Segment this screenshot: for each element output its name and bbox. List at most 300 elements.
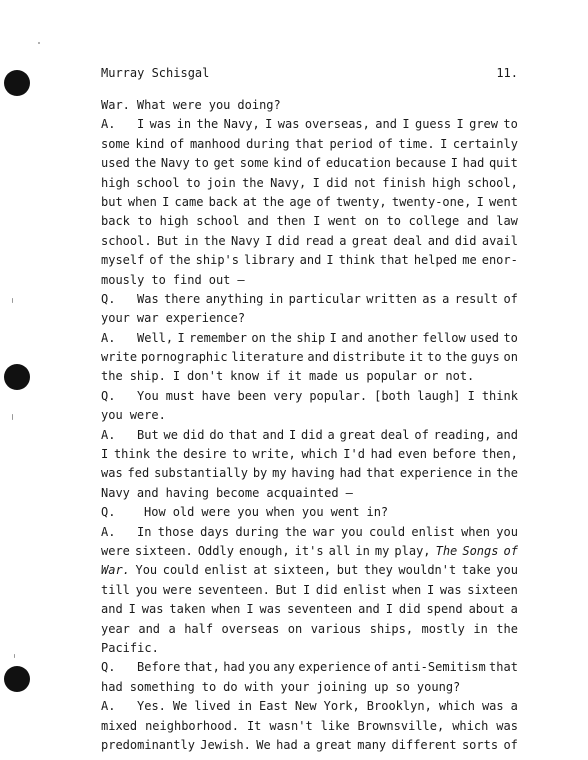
word: kind [135, 136, 165, 151]
speaker-tag: Q. [101, 660, 116, 675]
word: the [168, 253, 191, 268]
word: in [355, 543, 370, 558]
word: had [276, 737, 298, 752]
word: Before [137, 660, 181, 675]
word: experience? [165, 311, 246, 326]
word: on [503, 350, 518, 365]
word: read [304, 233, 334, 248]
word: not [354, 175, 376, 190]
transcript-line [101, 193, 518, 212]
word: and [299, 253, 322, 268]
word: New [294, 699, 317, 714]
word: another [367, 330, 418, 345]
word: and [466, 214, 489, 229]
word: helped [413, 253, 458, 268]
word: on [287, 621, 303, 636]
word: some [101, 136, 130, 151]
word: to [232, 447, 247, 462]
word: I [456, 117, 464, 132]
word: myself [101, 253, 145, 268]
word: But [137, 427, 159, 442]
word: law [496, 214, 518, 229]
word: desire [183, 447, 227, 462]
word: I [476, 194, 484, 209]
word: days [200, 524, 230, 539]
word: Yes. [137, 699, 166, 714]
word: popular [366, 369, 417, 384]
word: wouldn't [398, 563, 457, 578]
word: that [228, 427, 258, 442]
word: back [208, 194, 238, 209]
word: anti-Semitism [391, 660, 486, 675]
word: ships, [369, 621, 414, 636]
word: avail [481, 233, 518, 248]
transcript-line [101, 212, 518, 231]
speaker-tag: A. [101, 427, 116, 442]
punch-hole [4, 666, 30, 692]
word: had [101, 679, 123, 694]
word: In [137, 524, 152, 539]
word: to [386, 214, 402, 229]
word: I [177, 330, 185, 345]
word: were. [129, 408, 166, 423]
word: Navy [160, 156, 190, 171]
word: that [366, 466, 396, 481]
word: kind [273, 156, 303, 171]
word: that [489, 660, 518, 675]
word: Navy [101, 485, 130, 500]
word: on [364, 214, 379, 229]
word: my [272, 466, 287, 481]
word: old [172, 505, 195, 520]
word: I [326, 253, 334, 268]
word: my [374, 543, 390, 558]
word: then, [481, 447, 518, 462]
word: of [414, 427, 429, 442]
word: certainly [452, 136, 518, 151]
word: your [280, 679, 310, 694]
word: it [408, 350, 424, 365]
word: write [101, 350, 138, 365]
word: various [310, 621, 362, 636]
word: back [101, 214, 130, 229]
word: all [328, 543, 351, 558]
word: on [251, 330, 266, 345]
word: during [235, 524, 279, 539]
line-text [137, 387, 518, 406]
word: a [168, 621, 176, 636]
word: the [270, 330, 292, 345]
word: education [325, 156, 391, 171]
transcript-line [101, 96, 518, 115]
word: the [155, 447, 178, 462]
page-number: 11. [496, 66, 518, 80]
word: was [149, 117, 172, 132]
transcript-line [101, 290, 518, 309]
word: you [496, 563, 518, 578]
word: been [237, 388, 267, 403]
word: when [392, 582, 422, 597]
word: of [169, 136, 185, 151]
word: Brownsville, [357, 718, 445, 733]
word: did [326, 175, 348, 190]
punch-hole [4, 70, 30, 96]
word: which [438, 699, 475, 714]
word: particular [288, 291, 361, 306]
word: you [208, 98, 231, 112]
transcript-line [101, 717, 518, 736]
word: I [467, 388, 475, 403]
word: How [144, 505, 166, 520]
word: had [462, 156, 485, 171]
word: I [137, 117, 145, 132]
word: time. [398, 136, 435, 151]
speaker-tag: A. [101, 330, 116, 345]
word: that [295, 136, 324, 151]
transcript-line [101, 542, 518, 561]
word: to [137, 214, 152, 229]
word: I [265, 233, 273, 248]
word: to [427, 350, 442, 365]
word: when [127, 194, 157, 209]
word: did [301, 427, 323, 442]
word: and [496, 427, 518, 442]
word: the [242, 175, 264, 190]
transcript-line [101, 561, 518, 580]
word: seventeen [287, 602, 353, 617]
word: [both [374, 388, 411, 403]
word: in [237, 699, 252, 714]
word: but [336, 563, 359, 578]
word: had [223, 660, 245, 675]
word: before [432, 447, 477, 462]
word: sorts [461, 737, 499, 752]
word: they [363, 563, 393, 578]
word: think [481, 388, 518, 403]
word: those [157, 524, 194, 539]
word: and [136, 485, 159, 500]
word: War. [101, 563, 130, 578]
word: I [426, 582, 435, 597]
transcript-line [101, 135, 518, 154]
transcript-line [101, 426, 518, 445]
word: It [246, 718, 262, 733]
word: I [313, 214, 321, 229]
word: Navy [230, 233, 260, 248]
word: fellow [422, 330, 466, 345]
line-text [137, 658, 518, 677]
word: the [203, 233, 226, 248]
word: very [273, 388, 303, 403]
word: think [113, 447, 151, 462]
word: have [201, 388, 231, 403]
word: having [291, 466, 335, 481]
word: the [196, 117, 219, 132]
word: Oddly [197, 543, 234, 558]
word: ship. [129, 369, 166, 384]
word: neighborhood. [145, 718, 239, 733]
word: to [194, 156, 209, 171]
word: pornographic [140, 350, 228, 365]
word: of [503, 543, 518, 558]
word: when [265, 505, 295, 520]
word: was [496, 718, 518, 733]
transcript-line [101, 445, 518, 464]
word: a [510, 699, 518, 714]
punch-hole [4, 364, 30, 390]
word: predominantly [101, 737, 195, 752]
word: I [265, 117, 273, 132]
word: and [341, 330, 363, 345]
word: of [378, 136, 393, 151]
word: which [301, 447, 338, 462]
word: get [213, 156, 236, 171]
word: something [129, 679, 195, 694]
word: But [275, 582, 298, 597]
word: quit [488, 156, 518, 171]
word: mously [101, 272, 145, 287]
word: were [172, 98, 202, 112]
word: and [375, 117, 397, 132]
word: went [489, 194, 518, 209]
word: was [101, 466, 123, 481]
word: to [185, 175, 201, 190]
word: I [302, 582, 311, 597]
word: What [136, 98, 166, 112]
word: but [101, 194, 123, 209]
word: I [162, 194, 170, 209]
line-text [137, 290, 518, 309]
word: I [385, 602, 393, 617]
word: were [101, 543, 130, 558]
word: different [391, 737, 457, 752]
word: the [262, 194, 285, 209]
word: I [172, 369, 181, 384]
word: was [439, 582, 462, 597]
word: The [435, 543, 458, 558]
transcript-line [101, 406, 518, 425]
transcript-line [101, 309, 518, 328]
transcript-line [101, 658, 518, 677]
word: become [215, 485, 260, 500]
word: guess [414, 117, 452, 132]
word: and [427, 233, 450, 248]
word: the [134, 156, 157, 171]
page-header [101, 66, 518, 82]
word: wasn't [269, 718, 313, 733]
word: your [101, 311, 130, 326]
line-text [137, 426, 518, 445]
word: — [237, 272, 245, 287]
word: You [135, 563, 158, 578]
word: war [136, 311, 159, 326]
word: — [345, 485, 353, 500]
word: enlist [204, 563, 248, 578]
word: so [395, 679, 410, 694]
word: as [422, 291, 437, 306]
word: went [327, 214, 357, 229]
scan-speck [38, 42, 40, 44]
word: a [339, 233, 347, 248]
word: Songs [462, 543, 499, 558]
transcript-line [101, 620, 518, 639]
speaker-tag: A. [101, 117, 116, 132]
word: school [136, 175, 180, 190]
word: a [327, 427, 335, 442]
word: war [313, 524, 335, 539]
word: till [101, 582, 130, 597]
word: do [209, 427, 224, 442]
word: a [303, 737, 311, 752]
word: do [223, 679, 238, 694]
word: when [461, 524, 490, 539]
word: sixteen [467, 582, 518, 597]
word: I [440, 136, 448, 151]
scan-speck [12, 414, 13, 420]
word: in [184, 233, 199, 248]
word: had [339, 466, 362, 481]
transcript-line [101, 367, 518, 386]
word: a [510, 602, 518, 617]
word: used [470, 330, 500, 345]
word: enlist [343, 582, 387, 597]
word: overseas, [304, 117, 370, 132]
word: to [503, 330, 518, 345]
word: not. [445, 369, 475, 384]
word: I [329, 330, 337, 345]
word: were [163, 582, 192, 597]
word: in [176, 117, 192, 132]
word: then [276, 214, 306, 229]
word: age [289, 194, 312, 209]
word: join [206, 175, 236, 190]
word: the [285, 524, 307, 539]
word: of [373, 660, 389, 675]
word: mixed [101, 718, 138, 733]
transcript-line [101, 639, 518, 658]
word: joining [316, 679, 368, 694]
word: guys [470, 350, 500, 365]
word: by [252, 466, 268, 481]
word: went [330, 505, 360, 520]
word: I [402, 117, 410, 132]
line-text [144, 503, 518, 522]
word: in [477, 466, 492, 481]
word: Navy, [223, 117, 260, 132]
word: of [149, 253, 164, 268]
word: out [208, 272, 231, 287]
word: the [445, 350, 468, 365]
word: you [496, 524, 518, 539]
word: or [423, 369, 439, 384]
word: experience [399, 466, 473, 481]
word: in [268, 291, 284, 306]
word: many [357, 737, 387, 752]
word: made [308, 369, 338, 384]
word: and [307, 350, 330, 365]
header-author: Murray Schisgal [101, 66, 210, 80]
word: the [496, 621, 518, 636]
word: distribute [332, 350, 406, 365]
word: You [137, 388, 159, 403]
transcript-line [101, 115, 518, 134]
word: and [101, 602, 123, 617]
word: great [315, 737, 352, 752]
word: any [273, 660, 295, 675]
word: you [135, 582, 158, 597]
speaker-tag: A. [101, 699, 116, 714]
word: experience [298, 660, 371, 675]
word: was [259, 602, 282, 617]
line-text [137, 523, 518, 542]
word: could [162, 563, 199, 578]
word: there [164, 291, 201, 306]
word: find [172, 272, 202, 287]
word: us [344, 369, 360, 384]
word: We [256, 737, 271, 752]
word: deal [380, 427, 410, 442]
transcript-line [101, 697, 518, 716]
word: fed [127, 466, 150, 481]
word: written [366, 291, 417, 306]
word: of [316, 194, 331, 209]
word: play, [394, 543, 431, 558]
word: I [101, 447, 109, 462]
word: half [184, 621, 214, 636]
word: we [163, 427, 178, 442]
transcript-line [101, 736, 518, 755]
word: even [398, 447, 427, 462]
word: great [339, 427, 376, 442]
speaker-tag: Q. [101, 505, 116, 520]
word: ship's [195, 253, 239, 268]
word: period [329, 136, 373, 151]
word: of [503, 737, 518, 752]
word: I [128, 602, 136, 617]
word: don't [187, 369, 224, 384]
word: taken [169, 602, 206, 617]
word: were [201, 505, 231, 520]
word: did [315, 582, 338, 597]
word: know [230, 369, 260, 384]
word: about [468, 602, 505, 617]
transcript-line [101, 251, 518, 270]
word: used [101, 156, 130, 171]
speaker-tag: Q. [101, 291, 116, 306]
word: young? [416, 679, 461, 694]
word: twenty-one, [391, 194, 472, 209]
word: finish [382, 175, 426, 190]
word: and [247, 214, 269, 229]
word: that, [183, 660, 220, 675]
word: a [442, 291, 450, 306]
word: reading, [433, 427, 492, 442]
word: did [454, 233, 477, 248]
transcript-line [101, 464, 518, 483]
word: War. [101, 98, 130, 112]
word: and [138, 621, 161, 636]
word: with [244, 679, 274, 694]
word: up [374, 679, 389, 694]
word: literature [231, 350, 304, 365]
word: was [277, 117, 300, 132]
word: the [496, 466, 518, 481]
word: mostly [421, 621, 465, 636]
transcript-line [101, 600, 518, 619]
word: when [211, 602, 241, 617]
word: to [201, 679, 217, 694]
transcript-line [101, 348, 518, 367]
